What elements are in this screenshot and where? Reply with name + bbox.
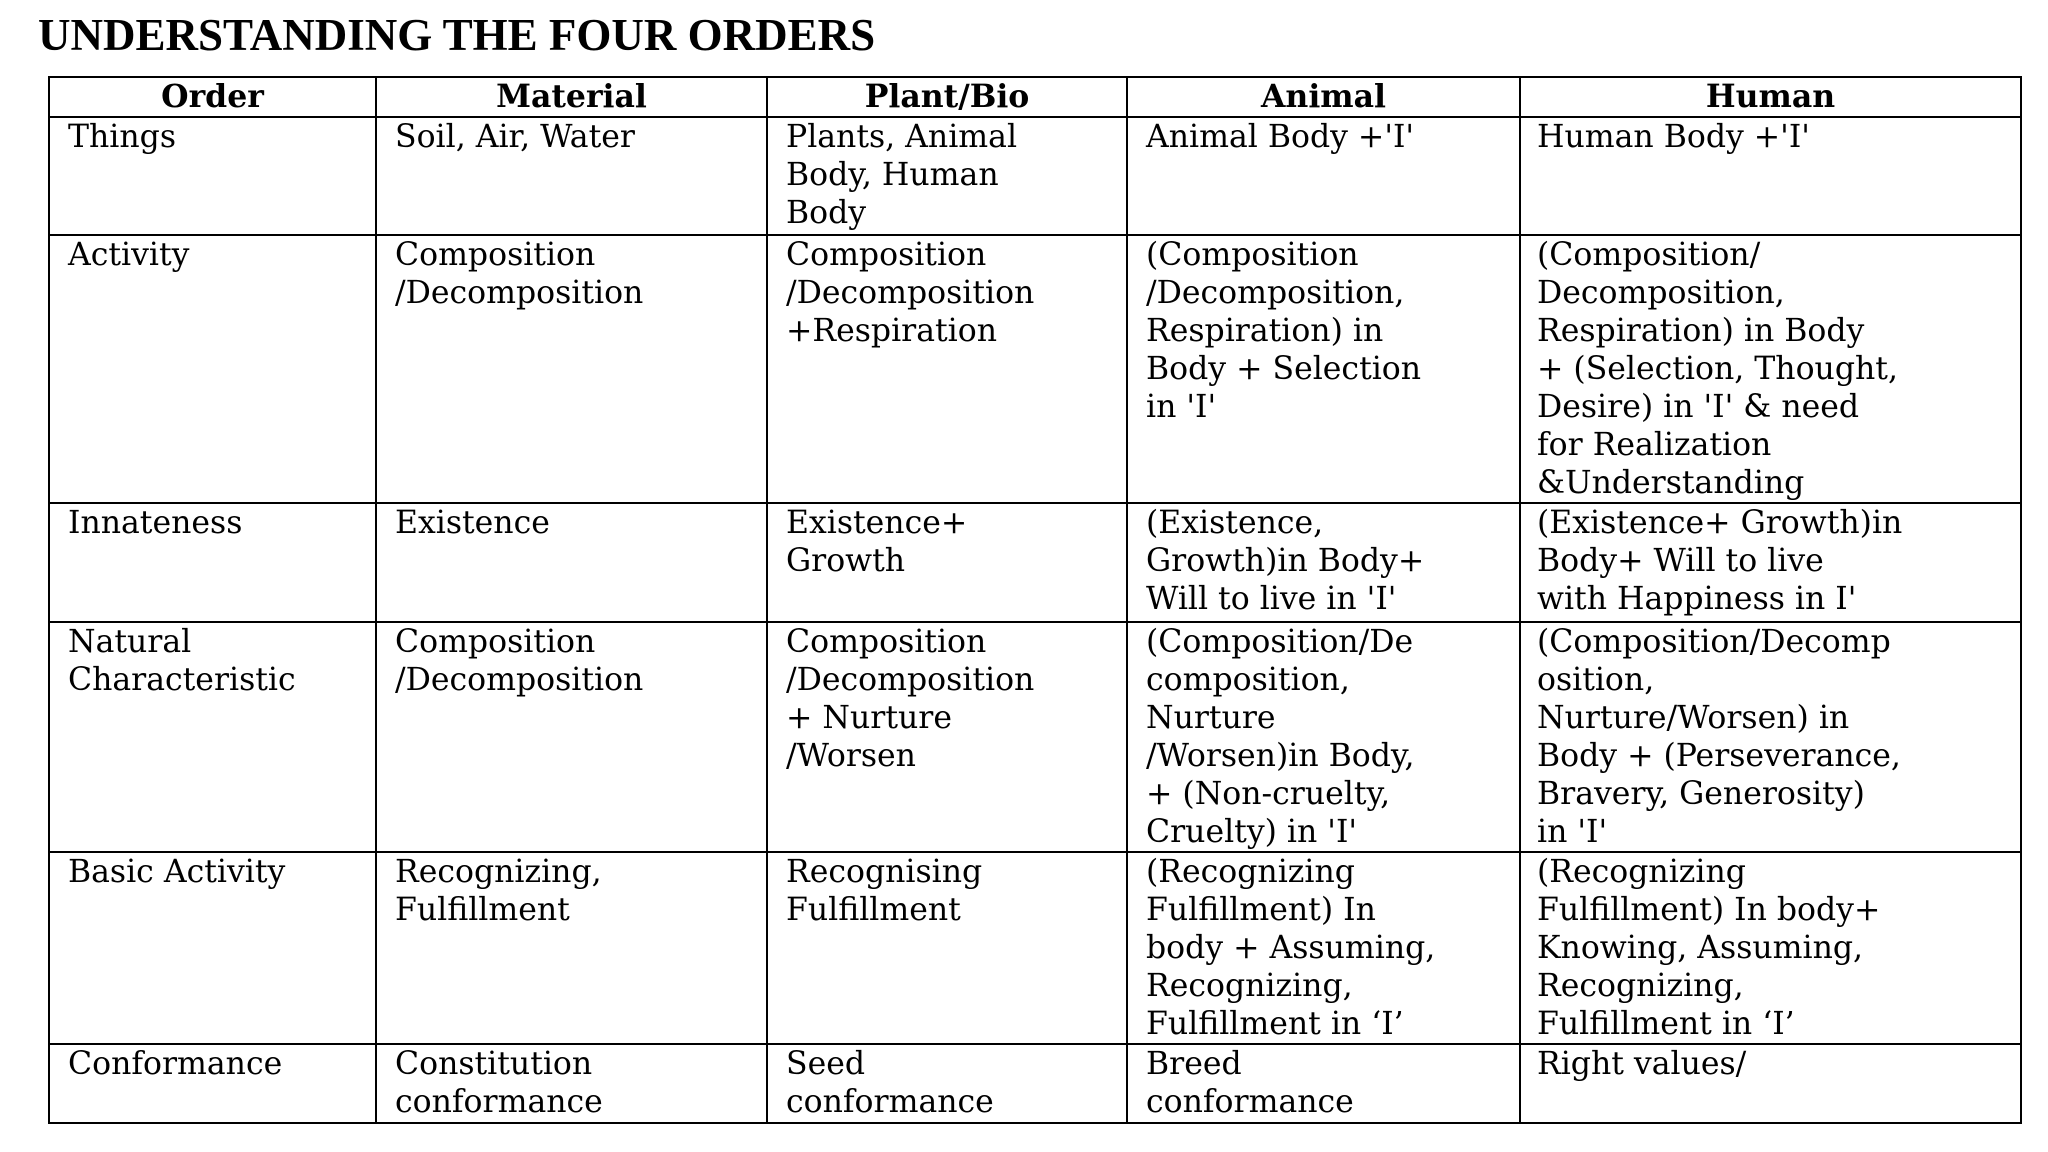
cell-human [1520,852,2021,1044]
cell-material [376,622,767,852]
cell-material [376,852,767,1044]
cell-animal [1127,117,1520,235]
cell-plant [767,1044,1127,1123]
cell-text: Basic Activity [68,854,286,890]
header-material: Material [376,77,767,117]
cell-text: (Existence+ Growth)in Body+ Will to live with Happiness in I' [1537,505,1903,617]
cell-animal [1127,622,1520,852]
cell-text: Plants, Animal Body, Human Body [786,119,1018,231]
cell-text: Composition /Decomposition [395,237,644,311]
page-title: UNDERSTANDING THE FOUR ORDERS [38,10,876,60]
table-row-conformance [49,1044,2021,1123]
cell-text: (Composition /Decomposition, Respiration) in Body + Selection in 'I' [1146,237,1422,425]
cell-text: Things [68,119,176,155]
header-order: Order [49,77,376,117]
cell-order [49,622,376,852]
four-orders-table [48,76,2022,1124]
cell-animal [1127,503,1520,622]
cell-text: Human Body +'I' [1537,119,1810,155]
table-row-things [49,117,2021,235]
cell-text: Innateness [68,505,243,541]
cell-text: Constitution conformance [395,1046,603,1120]
cell-text: (Composition/ Decomposition, Respiration) in Body + (Selection, Thought, Desire) in 'I' & need for Realization &Understanding [1537,237,1898,501]
cell-text: Composition /Decomposition [395,624,644,698]
cell-plant [767,503,1127,622]
cell-material [376,503,767,622]
cell-text: (Composition/De composition, Nurture /Worsen)in Body, + (Non-cruelty, Cruelty) in 'I' [1146,624,1415,850]
cell-plant [767,622,1127,852]
cell-plant [767,852,1127,1044]
table-row-activity [49,235,2021,503]
cell-material [376,117,767,235]
cell-animal [1127,1044,1520,1123]
cell-human [1520,235,2021,503]
cell-order [49,852,376,1044]
cell-text: (Composition/Decomp osition, Nurture/Worsen) in Body + (Perseverance, Bravery, Generosity) in 'I' [1537,624,1901,850]
cell-text: (Existence, Growth)in Body+ Will to live in 'I' [1146,505,1425,617]
cell-human [1520,622,2021,852]
cell-text: Existence [395,505,550,541]
cell-text: Composition /Decomposition + Nurture /Worsen [786,624,1035,774]
cell-text: Recognising Fulfillment [786,854,983,928]
cell-text: Animal Body +'I' [1146,119,1415,155]
cell-text: Recognizing, Fulfillment [395,854,602,928]
cell-text: Soil, Air, Water [395,119,635,155]
table-row-innateness [49,503,2021,622]
header-human: Human [1520,77,2021,117]
cell-human [1520,1044,2021,1123]
cell-order [49,1044,376,1123]
header-plant-bio: Plant/Bio [767,77,1127,117]
table-header-row [49,77,2021,117]
cell-order [49,117,376,235]
cell-text: Activity [68,237,190,273]
cell-human [1520,503,2021,622]
cell-text: Right values/ [1537,1046,1747,1082]
cell-text: (Recognizing Fulfillment) In body + Assuming, Recognizing, Fulfillment in ‘I’ [1146,854,1436,1042]
cell-text: Conformance [68,1046,283,1082]
cell-material [376,235,767,503]
cell-order [49,503,376,622]
cell-animal [1127,235,1520,503]
cell-plant [767,117,1127,235]
cell-order [49,235,376,503]
table-row-natural-characteristic [49,622,2021,852]
cell-text: Breed conformance [1146,1046,1354,1120]
cell-text: Existence+ Growth [786,505,968,579]
cell-plant [767,235,1127,503]
cell-human [1520,117,2021,235]
cell-text: Natural Characteristic [68,624,296,698]
cell-text: (Recognizing Fulfillment) In body+ Knowing, Assuming, Recognizing, Fulfillment in ‘I’ [1537,854,1881,1042]
table-row-basic-activity [49,852,2021,1044]
cell-material [376,1044,767,1123]
header-animal: Animal [1127,77,1520,117]
cell-text: Composition /Decomposition +Respiration [786,237,1035,349]
cell-text: Seed conformance [786,1046,994,1120]
cell-animal [1127,852,1520,1044]
